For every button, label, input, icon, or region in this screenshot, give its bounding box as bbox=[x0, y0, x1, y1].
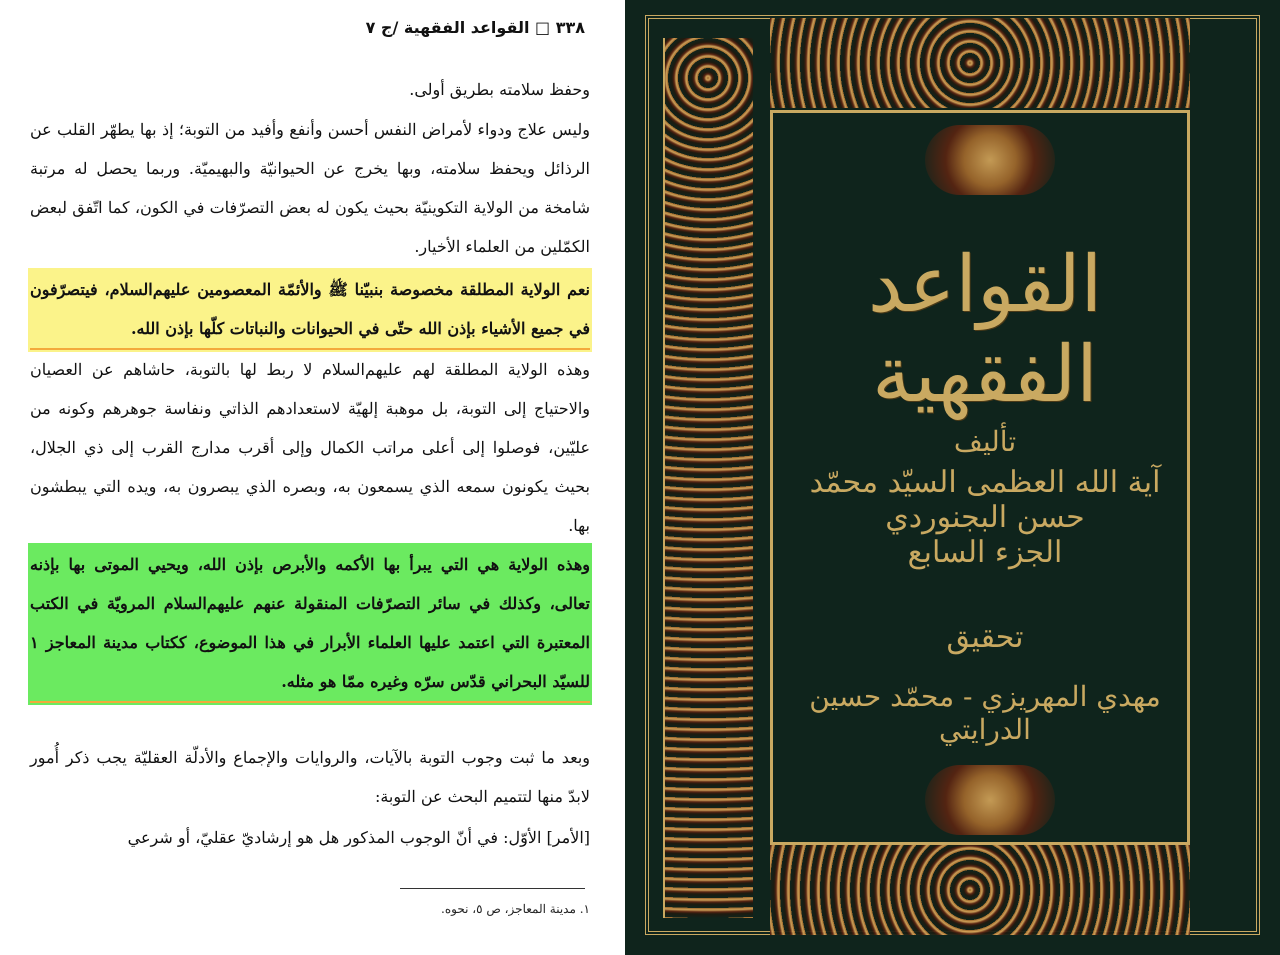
footnote: ١. مدينة المعاجز، ص ٥، نحوه. bbox=[441, 902, 590, 916]
cover-title: القواعد الفقهية bbox=[867, 240, 1103, 420]
paragraph-3: وهذه الولاية المطلقة لهم عليهم‌السلام لا ربط لها بالتوبة، حاشاهم عن العصيان والاحتياج إلى التوبة، بل موهبة إلهيّة لاستعدادهم الذاتي ونفاسة جوهرهم وكونه من عليّين، فوصلوا إلى أعلى مراتب الكمال وإلى أقرب مدارج القرب إلى ذي الجلال، بحيث يكونون سمعه الذي يسمعون به، وبصره الذي يبصرون به، ويده التي يبطشون بها. bbox=[30, 360, 590, 535]
highlighted-paragraph-yellow: نعم الولاية المطلقة مخصوصة بنبيّنا ﷺ والأئمّة المعصومين عليهم‌السلام، فيتصرّفون في جميع الأشياء بإذن الله حتّى في الحيوانات والنباتات كلّها بإذن الله. bbox=[30, 270, 590, 350]
tahqiq-label: تحقيق bbox=[946, 620, 1024, 655]
footnote-divider bbox=[400, 888, 585, 889]
cover-ornament-medallion-top bbox=[925, 125, 1055, 195]
cover-ornament-medallion-bottom bbox=[925, 765, 1055, 835]
author-label: تأليف bbox=[953, 425, 1017, 458]
book-page bbox=[0, 0, 625, 955]
paragraph-1: وحفظ سلامته بطريق أولى. bbox=[409, 80, 590, 99]
cover-ornament-border bbox=[663, 38, 753, 918]
paragraph-2: وليس علاج ودواء لأمراض النفس أحسن وأنفع وأفيد من التوبة؛ إذ بها يطهّر القلب عن الرذائل ويحفظ سلامته، وبها يخرج عن الحيوانيّة والبهيميّة. وربما يحصل له مرتبة شامخة من الولاية التكوينيّة بحيث يكون له بعض التصرّفات في الكون، كما اتّفق لبعض الكمّلين من العلماء الأخيار. bbox=[30, 120, 591, 256]
cover-ornament-bottom bbox=[770, 845, 1190, 935]
paragraph-4: وبعد ما ثبت وجوب التوبة بالآيات، والروايات والإجماع والأدلّة العقليّة يجب ذكر أُمور لابدّ منها لتتميم البحث عن التوبة: bbox=[30, 748, 590, 806]
page-header: ٣٣٨ □ القواعد الفقهية /ج ٧ bbox=[365, 18, 585, 37]
cover-spine-line bbox=[663, 38, 665, 918]
paragraph-5: [الأمر] الأوّل: في أنّ الوجوب المذكور هل هو إرشاديّ عقليّ، أو شرعي bbox=[127, 828, 590, 847]
editors: مهدي المهريزي - محمّد حسين الدرايتي bbox=[809, 680, 1161, 746]
highlighted-paragraph-green: وهذه الولاية هي التي يبرأ بها الأكمه والأبرص بإذن الله، ويحيي الموتى بها بإذنه تعالى، وكذلك في سائر التصرّفات المنقولة عنهم عليهم‌السلام المرويّة في الكتب المعتبرة التي اعتمد عليها العلماء الأبرار في هذا الموضوع، ككتاب مدينة المعاجز ١ للسيّد البحراني قدّس سرّه وغيره ممّا هو مثله. bbox=[30, 545, 590, 703]
author-name: آية الله العظمى السيّد محمّد حسن البجنوردي bbox=[809, 465, 1161, 535]
volume-label: الجزء السابع bbox=[907, 535, 1063, 570]
book-cover bbox=[625, 0, 1280, 955]
cover-ornament-top bbox=[770, 18, 1190, 108]
